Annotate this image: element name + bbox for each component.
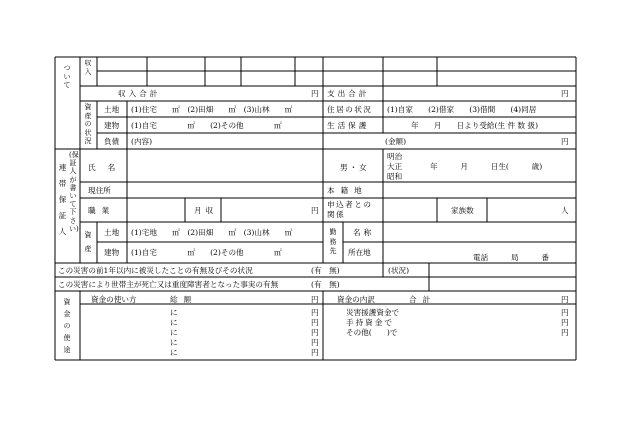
workplace-phone-text: 電話 局 番	[473, 253, 549, 262]
assets-debt-amount-label: (金額)	[385, 137, 407, 146]
workplace-address-label: 所在地	[348, 248, 371, 257]
breakdown-item-other: その他( )で	[346, 328, 398, 337]
assets-land-label: 土地	[104, 105, 120, 114]
usage-ni: に	[170, 338, 178, 347]
usage-yen: 円	[311, 328, 319, 337]
workplace-name-label: 名称	[353, 228, 375, 237]
expense-total-label: 支出合計	[327, 89, 370, 98]
income-total-yen: 円	[311, 89, 319, 98]
income-label: 収入	[84, 59, 92, 76]
guarantor-monthly-income: 月収	[194, 206, 218, 215]
breakdown-item-relief: 災害援護資金で	[346, 308, 400, 317]
disaster-q2: この災害により世帯主が死亡又は重度障害者となった事実の有無	[58, 280, 279, 289]
guarantor-income-yen: 円	[311, 206, 319, 215]
assets-side-label: 資産の状況	[84, 103, 92, 146]
usage-ni: に	[170, 348, 178, 357]
funds-sum-label: 合計	[409, 295, 437, 304]
guarantor-job-label: 職業	[88, 206, 116, 215]
expense-total-yen: 円	[561, 89, 569, 98]
breakdown-yen: 円	[561, 308, 569, 317]
guarantor-relation-label: 申込者との関係	[327, 200, 373, 219]
breakdown-yen: 円	[561, 328, 569, 337]
welfare-label: 生活保護	[327, 121, 370, 130]
welfare-text: 年 月 日より受給(生 件 数 扱)	[411, 121, 539, 130]
guarantor-land-options: (1)宅地 ㎡ (2)田畑 ㎡ (3)山林 ㎡	[131, 228, 293, 237]
assets-debt-content: (内容)	[131, 137, 153, 146]
guarantor-address-label: 現住所	[88, 186, 111, 195]
usage-ni: に	[170, 328, 178, 337]
workplace-label: 勤務先	[329, 228, 337, 255]
income-side-label: ついて	[63, 64, 71, 90]
usage-ni: に	[170, 308, 178, 317]
era-meiji: 明治	[387, 152, 403, 161]
guarantor-building-options: (1)自宅 ㎡ (2)その他 ㎡	[131, 248, 282, 257]
funds-total-label: 総額	[170, 295, 198, 304]
assets-debt-label: 負債	[104, 137, 120, 146]
guarantor-domicile-label: 本籍地	[327, 186, 368, 195]
guarantor-person-unit: 人	[561, 206, 569, 215]
guarantor-birth-text: 年 月 日生( 歳)	[430, 162, 543, 171]
assets-land-options: (1)住宅 ㎡ (2)田畑 ㎡ (3)山林 ㎡	[131, 105, 293, 114]
usage-ni: に	[170, 318, 178, 327]
usage-yen: 円	[311, 308, 319, 317]
guarantor-land-label: 土地	[104, 228, 120, 237]
funds-breakdown-label: 資金の内訳	[337, 295, 375, 304]
funds-side-label: 資金の使途	[63, 298, 71, 354]
era-showa: 昭和	[387, 172, 403, 181]
disaster-q1: この災害の前1年以内に被災したことの有無及びその状況	[58, 266, 253, 275]
disaster-q2-answer: (有 無)	[311, 280, 340, 289]
guarantor-family-label: 家族数	[451, 206, 474, 215]
assets-building-options: (1)自宅 ㎡ (2)その他 ㎡	[131, 121, 282, 130]
usage-yen: 円	[311, 338, 319, 347]
breakdown-yen: 円	[561, 318, 569, 327]
funds-sum-yen: 円	[561, 295, 569, 304]
usage-yen: 円	[311, 318, 319, 327]
guarantor-name-label: 氏名	[88, 163, 128, 172]
guarantor-assets-label: 資産	[84, 231, 92, 253]
funds-total-yen: 円	[311, 295, 319, 304]
assets-debt-yen: 円	[561, 137, 569, 146]
residence-label: 住居の状況	[327, 105, 373, 114]
income-total-label: 収入合計	[118, 89, 161, 98]
residence-options: (1)自家 (2)借家 (3)借間 (4)同居	[387, 105, 537, 114]
usage-yen: 円	[311, 348, 319, 357]
guarantor-building-label: 建物	[104, 248, 120, 257]
guarantor-gender: 男・女	[340, 163, 369, 172]
breakdown-item-own: 手持資金で	[346, 318, 394, 327]
era-taisho: 大正	[387, 162, 403, 171]
funds-usage-label: 資金の使い方	[91, 295, 137, 304]
assets-building-label: 建物	[104, 121, 120, 130]
disaster-q1-status: (状況)	[388, 266, 410, 275]
guarantor-note: (保証人が書いて下さい)	[69, 151, 79, 233]
guarantor-side-label: 連帯保証人	[58, 163, 67, 236]
disaster-q1-answer: (有 無)	[311, 266, 340, 275]
